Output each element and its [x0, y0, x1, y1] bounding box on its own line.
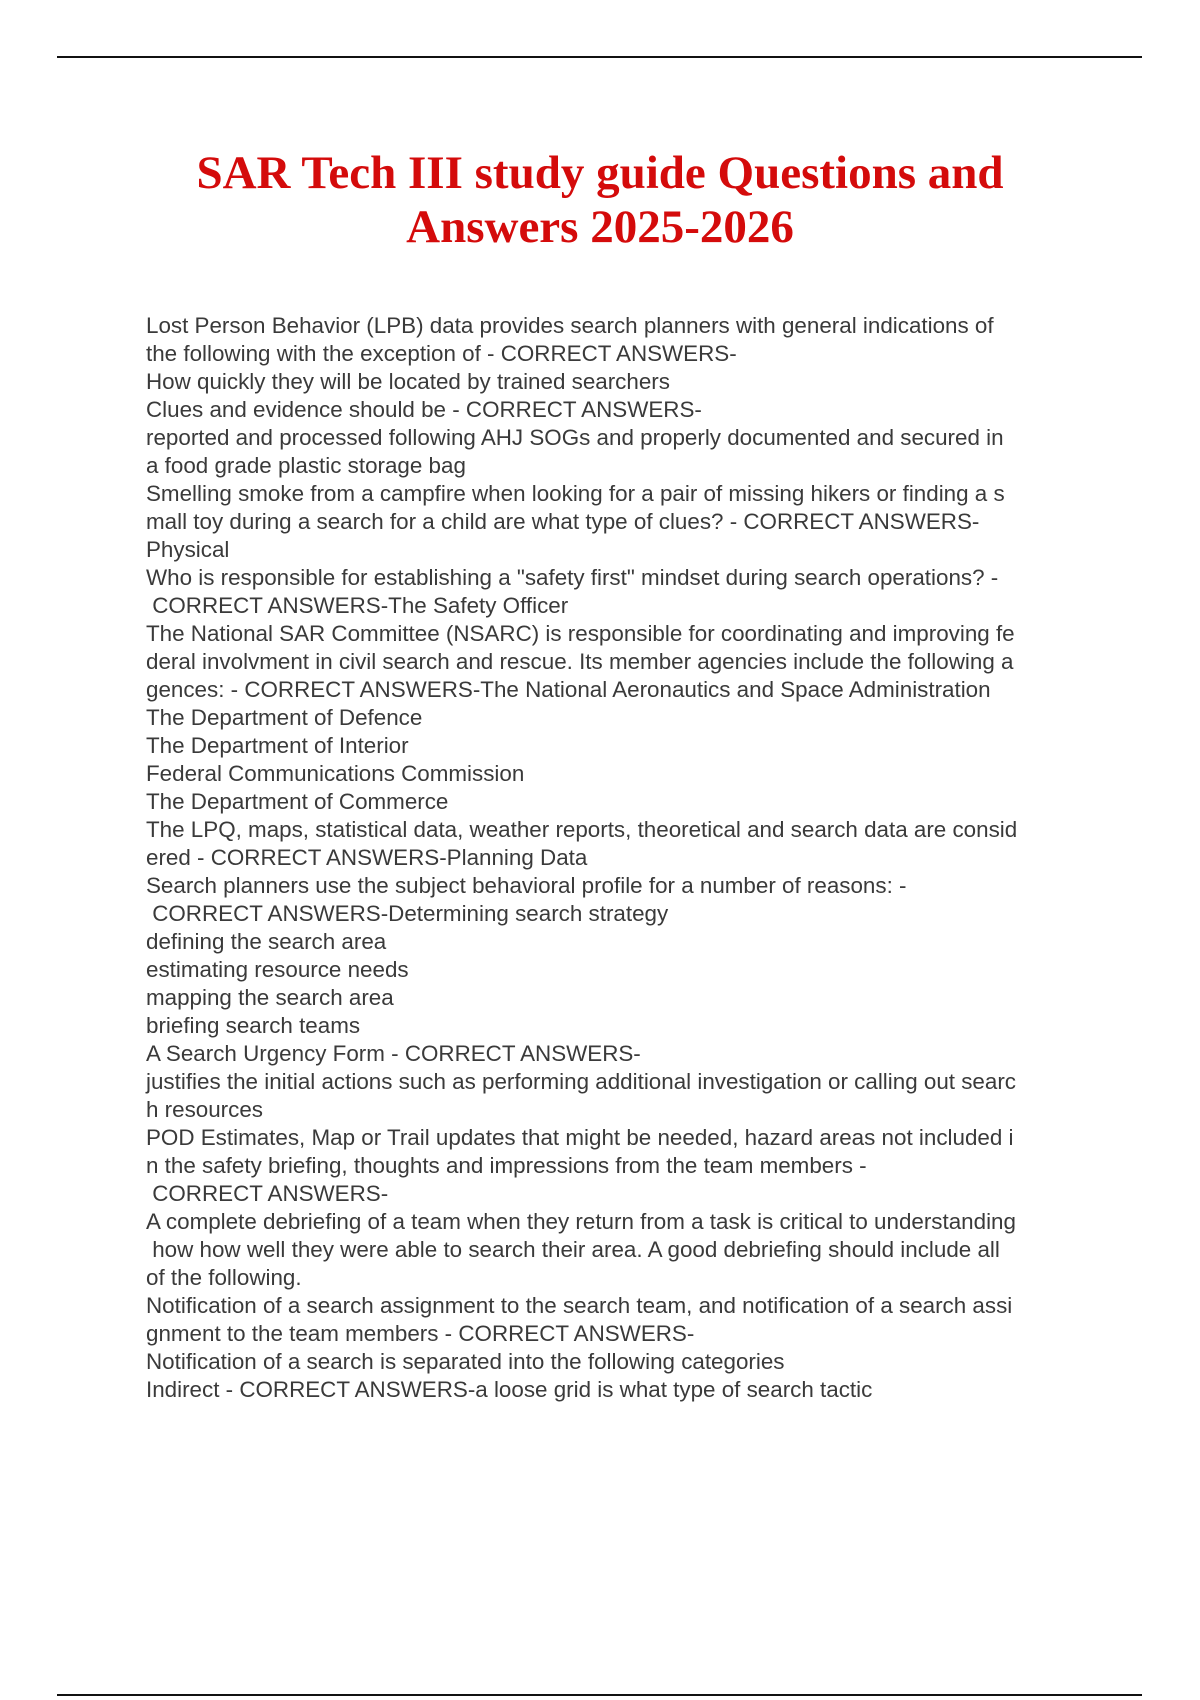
text-line: n the safety briefing, thoughts and impressions from the team members - [146, 1153, 867, 1178]
page-title [150, 146, 1050, 254]
text-line: POD Estimates, Map or Trail updates that might be needed, hazard areas not included i [146, 1125, 1014, 1150]
text-line: gnment to the team members - CORRECT ANSWERS- [146, 1321, 695, 1346]
text-line: mapping the search area [146, 985, 394, 1010]
text-line: estimating resource needs [146, 957, 409, 982]
top-rule [57, 56, 1142, 58]
text-line: Lost Person Behavior (LPB) data provides search planners with general indications of [146, 313, 994, 338]
bottom-rule [57, 1694, 1142, 1696]
text-line: Notification of a search is separated into the following categories [146, 1349, 785, 1374]
text-line: h resources [146, 1097, 263, 1122]
text-line: ered - CORRECT ANSWERS-Planning Data [146, 845, 588, 870]
text-line: Clues and evidence should be - CORRECT ANSWERS- [146, 397, 702, 422]
text-line: of the following. [146, 1265, 302, 1290]
text-line: Search planners use the subject behavioral profile for a number of reasons: - [146, 873, 907, 898]
text-line: how how well they were able to search their area. A good debriefing should include all [146, 1237, 1000, 1262]
text-line: mall toy during a search for a child are what type of clues? - CORRECT ANSWERS- [146, 509, 980, 534]
text-line: defining the search area [146, 929, 387, 954]
text-line: Indirect - CORRECT ANSWERS-a loose grid is what type of search tactic [146, 1377, 873, 1402]
title-line-1: SAR Tech III study guide Questions and [196, 147, 1004, 199]
text-line: the following with the exception of - CORRECT ANSWERS- [146, 341, 737, 366]
text-line: briefing search teams [146, 1013, 361, 1038]
text-line: The National SAR Committee (NSARC) is responsible for coordinating and improving fe [146, 621, 1015, 646]
text-line: Physical [146, 537, 230, 562]
text-line: CORRECT ANSWERS-The Safety Officer [146, 593, 569, 618]
text-line: The Department of Defence [146, 705, 423, 730]
title-line-2: Answers 2025-2026 [406, 201, 794, 253]
text-line: reported and processed following AHJ SOGs and properly documented and secured in [146, 425, 1004, 450]
text-line: A Search Urgency Form - CORRECT ANSWERS- [146, 1041, 641, 1066]
text-line: Smelling smoke from a campfire when looking for a pair of missing hikers or finding a s [146, 481, 1005, 506]
text-line: CORRECT ANSWERS- [146, 1181, 389, 1206]
text-line: gences: - CORRECT ANSWERS-The National Aeronautics and Space Administration [146, 677, 991, 702]
text-line: deral involvment in civil search and rescue. Its member agencies include the following a [146, 649, 1014, 674]
text-line: Notification of a search assignment to the search team, and notification of a search assi [146, 1293, 1013, 1318]
text-line: The LPQ, maps, statistical data, weather reports, theoretical and search data are consid [146, 817, 1018, 842]
text-line: The Department of Commerce [146, 789, 449, 814]
text-line: CORRECT ANSWERS-Determining search strategy [146, 901, 669, 926]
text-line: How quickly they will be located by trained searchers [146, 369, 670, 394]
text-line: A complete debriefing of a team when they return from a task is critical to understanding [146, 1209, 1016, 1234]
text-line: The Department of Interior [146, 733, 409, 758]
text-line: Who is responsible for establishing a "safety first" mindset during search operations? - [146, 565, 999, 590]
qa-body [146, 312, 1146, 1404]
text-line: a food grade plastic storage bag [146, 453, 466, 478]
text-line: Federal Communications Commission [146, 761, 525, 786]
text-line: justifies the initial actions such as performing additional investigation or calling out searc [146, 1069, 1016, 1094]
